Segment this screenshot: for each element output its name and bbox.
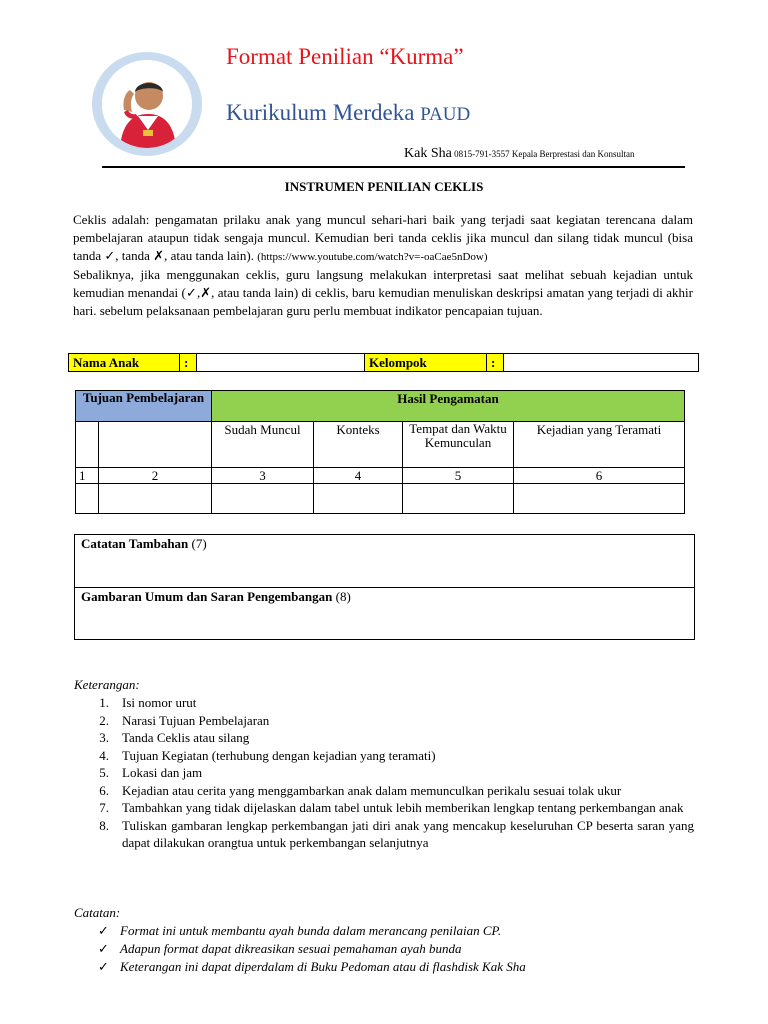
col-tempat-waktu: Tempat dan Waktu Kemunculan — [403, 422, 514, 468]
page-title: Format Penilian “Kurma” — [226, 44, 464, 69]
group-colon: : — [487, 354, 504, 372]
name-colon: : — [180, 354, 197, 372]
table-cell[interactable] — [212, 484, 314, 514]
gambaran-umum-field[interactable]: Gambaran Umum dan Saran Pengembangan (8) — [81, 589, 351, 604]
catatan-label: Catatan: — [74, 905, 121, 920]
col-konteks: Konteks — [314, 422, 403, 468]
check-icon: ✓ — [98, 959, 109, 974]
keterangan-label: Keterangan: — [74, 677, 140, 692]
header-divider — [102, 166, 685, 168]
header-tujuan: Tujuan Pembelajaran — [76, 391, 212, 422]
table-cell[interactable] — [514, 484, 685, 514]
person-illustration — [102, 60, 192, 148]
page-subtitle: Kurikulum Merdeka PAUD — [226, 100, 471, 125]
name-field[interactable] — [197, 354, 365, 372]
reference-link[interactable]: (https://www.youtube.com/watch?v=-oaCae5nDow) — [257, 251, 488, 263]
notes-box — [74, 534, 695, 640]
table-cell[interactable] — [99, 484, 212, 514]
list-item: ✓ Keterangan ini dapat diperdalam di Buku Pedoman atau di flashdisk Kak Sha — [98, 959, 526, 974]
group-label: Kelompok — [365, 354, 487, 372]
list-item: 7. Tambahkan yang tidak dijelaskan dalam tabel untuk lebih memberikan lengkap tentang perkembangan anak — [99, 800, 684, 815]
list-item: 6. Kejadian atau cerita yang menggambarkan anak dalam memunculkan perikalu sesuai tolak ukur — [99, 782, 622, 798]
keterangan-list — [74, 694, 694, 852]
col-number: 6 — [514, 468, 685, 484]
list-item: 4. Tujuan Kegiatan (terhubung dengan kejadian yang teramati) — [99, 747, 436, 763]
catatan-list — [98, 922, 526, 976]
col-number: 3 — [212, 468, 314, 484]
table-cell[interactable] — [99, 422, 212, 468]
list-item: 1. Isi nomor urut — [99, 695, 197, 710]
check-icon: ✓ — [98, 923, 109, 938]
catatan-tambahan-field[interactable]: Catatan Tambahan (7) — [75, 535, 694, 588]
group-field[interactable] — [504, 354, 699, 372]
document-heading: INSTRUMEN PENILIAN CEKLIS — [284, 179, 484, 194]
list-item: 8. Tuliskan gambaran lengkap perkembangan jati diri anak yang mencakup keseluruhan CP beserta saran yang dapat dilakukan orangtua untuk perkembangan selanjutnya — [99, 817, 694, 850]
contact-info: Kak Sha 0815-791-3557 Kepala Berprestasi dan Konsultan — [404, 146, 635, 161]
col-sudah-muncul: Sudah Muncul — [212, 422, 314, 468]
list-item: 5. Lokasi dan jam — [99, 765, 203, 780]
col-number: 2 — [99, 468, 212, 484]
list-item: 3. Tanda Ceklis atau silang — [99, 730, 250, 745]
list-item: ✓ Adapun format dapat dikreasikan sesuai pemahaman ayah bunda — [98, 941, 462, 956]
table-cell[interactable] — [76, 422, 99, 468]
student-info-table — [68, 353, 699, 372]
check-icon: ✓ — [98, 941, 109, 956]
header-hasil: Hasil Pengamatan — [212, 391, 685, 422]
table-cell[interactable] — [76, 484, 99, 514]
intro-paragraph: Ceklis adalah: pengamatan prilaku anak yang muncul sehari-hari baik yang terjadi saat kegiatan terencana dalam pembelajaran ataupun tidak sengaja muncul. Kemudian beri tanda ceklis jika muncul dan silang tidak muncul (bisa tanda ✓, tanda ✗, atau tanda lain). (https://www.youtube.com/watch?v=-oaCae5nDow) Sebaliknya, jika menggunakan ceklis, guru langsung melakukan interpretasi saat melihat sebuah kejadian untuk kemudian menandai (✓,✗, atau tanda lain) di ceklis, baru kemudian menuliskan deskripsi amatan yang terjadi di akhir hari. sebelum pelaksanaan pembelajaran guru perlu membuat indikator pencapaian tujuan. — [73, 212, 693, 318]
col-number: 1 — [76, 468, 99, 484]
list-item: ✓ Format ini untuk membantu ayah bunda dalam merancang penilaian CP. — [98, 923, 502, 938]
table-cell[interactable] — [314, 484, 403, 514]
observation-table — [75, 390, 685, 514]
col-number: 4 — [314, 468, 403, 484]
table-cell[interactable] — [403, 484, 514, 514]
name-label: Nama Anak — [69, 354, 180, 372]
avatar — [102, 60, 192, 148]
col-number: 5 — [403, 468, 514, 484]
col-kejadian: Kejadian yang Teramati — [514, 422, 685, 468]
list-item: 2. Narasi Tujuan Pembelajaran — [99, 712, 270, 728]
